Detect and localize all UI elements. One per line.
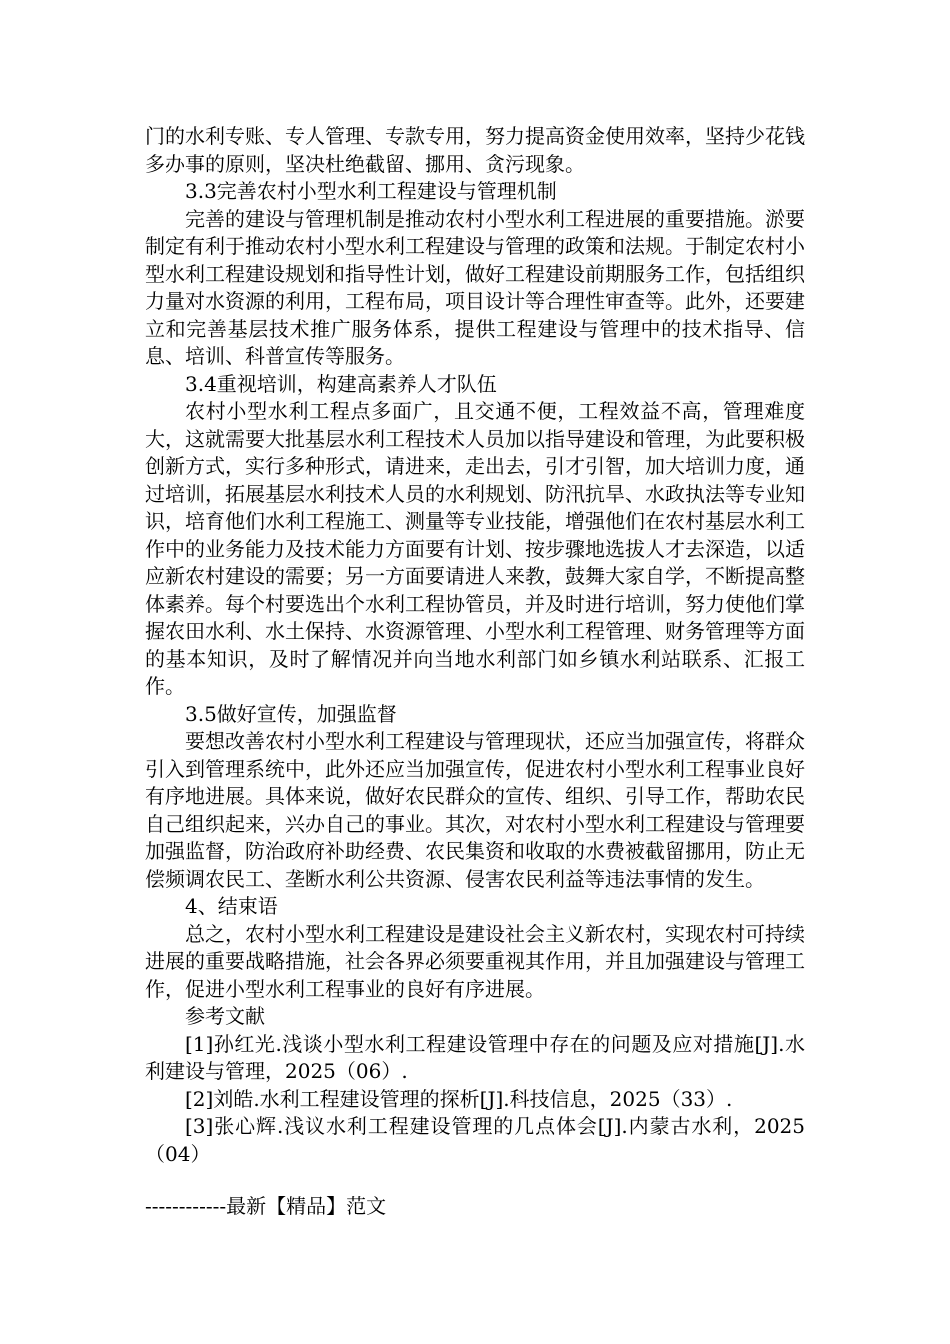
section-heading-3-4: 3.4重视培训，构建高素养人才队伍 (185, 371, 497, 396)
reference-item-2: [2]刘皓.水利工程建设管理的探析[J].科技信息，2025（33）. (185, 1086, 733, 1111)
section-heading-3-5: 3.5做好宣传，加强监督 (185, 701, 397, 726)
paragraph-conclusion: 总之，农村小型水利工程建设是建设社会主义新农村，实现农村可持续进展的重要战略措施，社会各界必须要重视其作用，并且加强建设与管理工作，促进小型水利工程事业的良好有序进展。 (145, 921, 805, 1001)
document-body (145, 123, 805, 1168)
paragraph-training: 农村小型水利工程点多面广，且交通不便，工程效益不高，管理难度大，这就需要大批基层水利工程技术人员加以指导建设和管理，为此要积极创新方式，实行多种形式，请进来，走出去，引才引智，加大培训力度，通过培训，拓展基层水利技术人员的水利规划、防汛抗旱、水政执法等专业知识，培育他们水利工程施工、测量等专业技能，增强他们在农村基层水利工作中的业务能力及技术能力方面要有计划、按步骤地选拔人才去深造，以适应新农村建设的需要；另一方面要请进人来教，鼓舞大家自学，不断提高整体素养。每个村要选出个水利工程协管员，并及时进行培训，努力使他们掌握农田水利、水土保持、水资源管理、小型水利工程管理、财务管理等方面的基本知识，及时了解情况并向当地水利部门如乡镇水利站联系、汇报工作。 (145, 399, 805, 698)
paragraph-funds-continuation: 门的水利专账、专人管理、专款专用，努力提高资金使用效率，坚持少花钱多办事的原则，坚决杜绝截留、挪用、贪污现象。 (145, 124, 805, 176)
paragraph-mechanism: 完善的建设与管理机制是推动农村小型水利工程进展的重要措施。淤要制定有利于推动农村小型水利工程建设与管理的政策和法规。于制定农村小型水利工程建设规划和指导性计划，做好工程建设前期服务工作，包括组织力量对水资源的利用，工程布局，项目设计等合理性审查等。此外，还要建立和完善基层技术推广服务体系，提供工程建设与管理中的技术指导、信息、培训、科普宣传等服务。 (145, 206, 805, 368)
section-heading-3-3: 3.3完善农村小型水利工程建设与管理机制 (185, 179, 557, 203)
section-heading-conclusion: 4、结束语 (185, 894, 278, 918)
reference-item-1: [1]孙红光.浅谈小型水利工程建设管理中存在的问题及应对措施[J].水利建设与管理，2025（06）. (145, 1031, 805, 1083)
paragraph-publicity: 要想改善农村小型水利工程建设与管理现状，还应当加强宣传，将群众引入到管理系统中，此外还应当加强宣传，促进农村小型水利工程事业良好有序地进展。具体来说，做好农民群众的宣传、组织、引导工作，帮助农民自己组织起来，兴办自己的事业。其次，对农村小型水利工程建设与管理要加强监督，防治政府补助经费、农民集资和收取的水费被截留挪用，防止无偿频调农民工、垄断水利公共资源、侵害农民利益等违法事情的发生。 (145, 729, 805, 891)
page-footer: ------------最新【精品】范文 (145, 1194, 387, 1218)
reference-item-3: [3]张心辉.浅议水利工程建设管理的几点体会[J].内蒙古水利，2025（04） (145, 1114, 805, 1166)
references-heading: 参考文献 (185, 1004, 265, 1028)
